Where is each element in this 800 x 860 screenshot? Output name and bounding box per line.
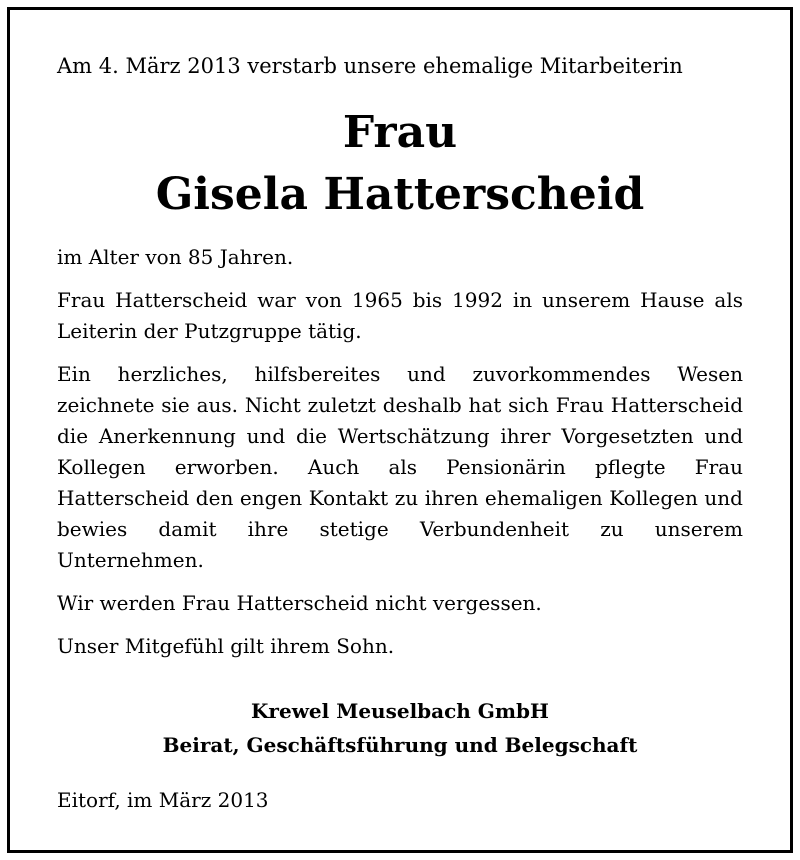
remembrance-line: Wir werden Frau Hatterscheid nicht vergessen.	[57, 591, 542, 615]
deceased-name: Gisela Hatterscheid	[155, 169, 645, 220]
tribute-paragraph: Ein herzliches, hilfsbereites und zuvorkommendes Wesen zeichnete sie aus. Nicht zuletzt deshalb hat sich Frau Hatterscheid die Anerkennung und die Wertschätzung ihrer Vorgesetzten und Kollegen erworben. Auch als Pensionärin pflegte Frau Hatterscheid den engen Kontakt zu ihren ehemaligen Kollegen und bewies damit ihre stetige Verbundenheit zu unserem Unternehmen.	[57, 362, 743, 572]
age-line: im Alter von 85 Jahren.	[57, 245, 294, 269]
obituary-notice	[7, 7, 793, 853]
notice-body	[57, 242, 743, 674]
signature-block	[10, 694, 790, 762]
condolence-line: Unser Mitgefühl gilt ihrem Sohn.	[57, 634, 395, 658]
company-departments: Beirat, Geschäftsführung und Belegschaft	[162, 733, 638, 757]
place-date: Eitorf, im März 2013	[57, 788, 269, 812]
salutation: Frau	[342, 107, 458, 158]
intro-line: Am 4. März 2013 verstarb unsere ehemalige Mitarbeiterin	[57, 54, 683, 78]
employment-paragraph: Frau Hatterscheid war von 1965 bis 1992 in unserem Hause als Leiterin der Putzgruppe tätig.	[57, 288, 743, 343]
deceased-name-block	[10, 102, 790, 226]
company-name: Krewel Meuselbach GmbH	[251, 699, 549, 723]
